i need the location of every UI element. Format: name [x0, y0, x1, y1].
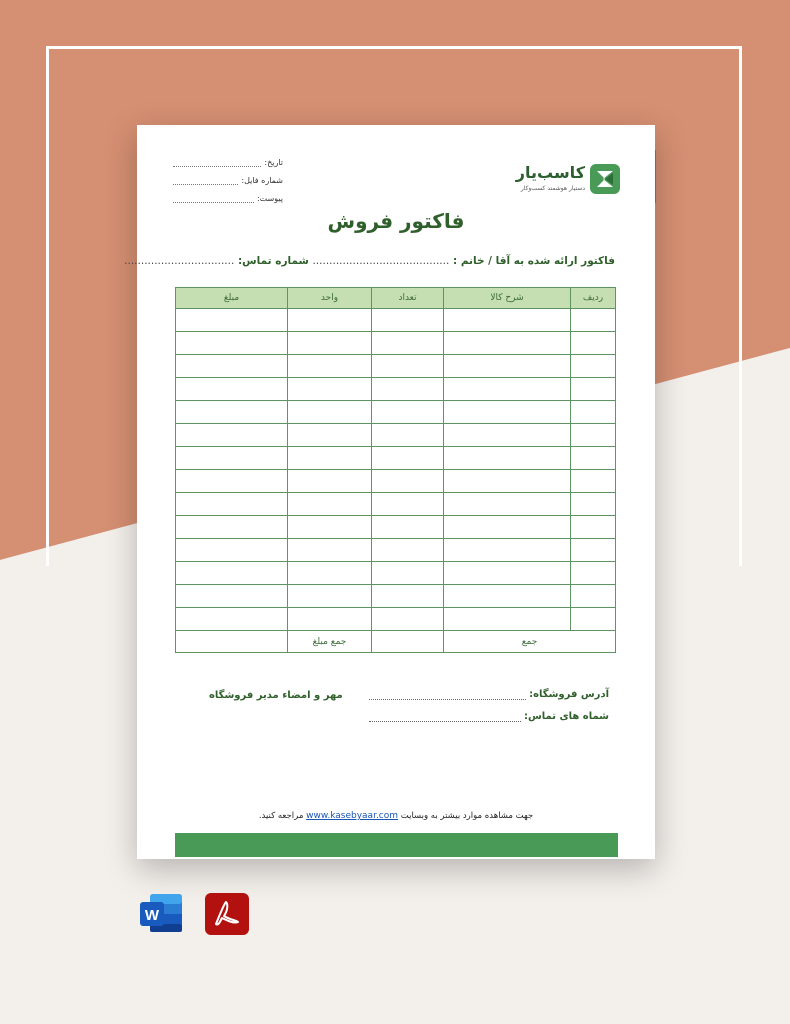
- unit-cell[interactable]: [288, 355, 372, 378]
- description-cell[interactable]: [444, 447, 571, 470]
- unit-cell[interactable]: [288, 562, 372, 585]
- store-address-label: آدرس فروشگاه:: [529, 689, 609, 700]
- unit-cell[interactable]: [288, 447, 372, 470]
- table-row: [176, 355, 616, 378]
- table-row: [176, 424, 616, 447]
- page-title: فاکتور فروش: [327, 209, 465, 233]
- date-field: [173, 153, 283, 171]
- table-row: [176, 585, 616, 608]
- unit-cell[interactable]: [288, 608, 372, 631]
- store-phones-field: [369, 700, 609, 722]
- unit-cell[interactable]: [288, 516, 372, 539]
- row-no-cell[interactable]: [571, 493, 616, 516]
- table-row: [176, 516, 616, 539]
- svg-text:W: W: [144, 907, 160, 924]
- store-phones-dots: [369, 711, 521, 722]
- table-row: [176, 309, 616, 332]
- row-no-cell[interactable]: [571, 470, 616, 493]
- amount-cell[interactable]: [176, 608, 288, 631]
- recipient-dots: .........................................: [312, 255, 450, 267]
- amount-cell[interactable]: [176, 378, 288, 401]
- quantity-cell[interactable]: [372, 493, 444, 516]
- description-cell[interactable]: [444, 516, 571, 539]
- amount-cell[interactable]: [176, 401, 288, 424]
- brand-name: کاسب‌یار: [515, 163, 585, 182]
- footer-note: [137, 811, 655, 821]
- unit-cell[interactable]: [288, 424, 372, 447]
- row-no-cell[interactable]: [571, 378, 616, 401]
- footer-prefix: جهت مشاهده موارد بیشتر به وبسایت: [400, 811, 534, 821]
- table-row: [176, 562, 616, 585]
- table-row: [176, 470, 616, 493]
- column-header-row-no: ردیف: [571, 288, 616, 309]
- table-row: [176, 378, 616, 401]
- invoice-sheet: [124, 125, 655, 859]
- row-no-cell[interactable]: [571, 424, 616, 447]
- description-cell[interactable]: [444, 378, 571, 401]
- attachment-dots: [173, 194, 254, 203]
- recipient-line: [124, 255, 615, 267]
- brand-tagline: دستیار هوشمند کسب‌وکار: [520, 185, 585, 192]
- amount-cell[interactable]: [176, 447, 288, 470]
- row-no-cell[interactable]: [571, 516, 616, 539]
- quantity-cell[interactable]: [372, 447, 444, 470]
- unit-cell[interactable]: [288, 309, 372, 332]
- column-header-amount: مبلغ: [176, 288, 288, 309]
- row-no-cell[interactable]: [571, 355, 616, 378]
- quantity-cell[interactable]: [372, 332, 444, 355]
- description-cell[interactable]: [444, 470, 571, 493]
- description-cell[interactable]: [444, 332, 571, 355]
- description-cell[interactable]: [444, 424, 571, 447]
- amount-cell[interactable]: [176, 562, 288, 585]
- quantity-cell[interactable]: [372, 378, 444, 401]
- row-no-cell[interactable]: [571, 562, 616, 585]
- row-no-cell[interactable]: [571, 332, 616, 355]
- footer-suffix: مراجعه کنید.: [258, 811, 304, 821]
- file-number-dots: [173, 176, 238, 185]
- unit-cell[interactable]: [288, 401, 372, 424]
- description-cell[interactable]: [444, 562, 571, 585]
- total-quantity-cell: [372, 631, 444, 653]
- row-no-cell[interactable]: [571, 608, 616, 631]
- unit-cell[interactable]: [288, 493, 372, 516]
- description-cell[interactable]: [444, 401, 571, 424]
- file-number-field: [173, 171, 283, 189]
- store-info: [369, 678, 609, 722]
- unit-cell[interactable]: [288, 378, 372, 401]
- total-label: جمع: [444, 631, 616, 653]
- date-label: تاریخ:: [264, 157, 283, 167]
- description-cell[interactable]: [444, 585, 571, 608]
- column-header-quantity: تعداد: [372, 288, 444, 309]
- quantity-cell[interactable]: [372, 585, 444, 608]
- description-cell[interactable]: [444, 539, 571, 562]
- kasebyaar-logo-icon: [589, 163, 621, 195]
- table-header-row: [176, 288, 616, 309]
- quantity-cell[interactable]: [372, 309, 444, 332]
- amount-cell[interactable]: [176, 516, 288, 539]
- table-row: [176, 332, 616, 355]
- signature-label: مهر و امضاء مدیر فروشگاه: [209, 690, 343, 701]
- quantity-cell[interactable]: [372, 608, 444, 631]
- total-amount-cell: [176, 631, 288, 653]
- quantity-cell[interactable]: [372, 516, 444, 539]
- description-cell[interactable]: [444, 355, 571, 378]
- table-body: [176, 309, 616, 631]
- word-icon[interactable]: [138, 890, 184, 936]
- row-no-cell[interactable]: [571, 401, 616, 424]
- quantity-cell[interactable]: [372, 355, 444, 378]
- pdf-icon[interactable]: [204, 892, 250, 936]
- unit-cell[interactable]: [288, 585, 372, 608]
- unit-cell[interactable]: [288, 539, 372, 562]
- attachment-field: [173, 189, 283, 207]
- amount-cell[interactable]: [176, 424, 288, 447]
- quantity-cell[interactable]: [372, 424, 444, 447]
- phone-label: شماره تماس:: [237, 255, 309, 267]
- amount-cell[interactable]: [176, 585, 288, 608]
- meta-fields: [173, 153, 283, 207]
- store-phones-label: شماه های تماس:: [523, 711, 609, 722]
- column-header-unit: واحد: [288, 288, 372, 309]
- row-no-cell[interactable]: [571, 309, 616, 332]
- quantity-cell[interactable]: [372, 401, 444, 424]
- column-header-description: شرح کالا: [444, 288, 571, 309]
- attachment-label: پیوست:: [256, 193, 283, 203]
- website-link[interactable]: www.kasebyaar.com: [306, 811, 399, 821]
- invoice-table: [175, 287, 616, 653]
- table-total-row: [176, 631, 616, 653]
- recipient-label: فاکتور ارائه شده به آقا / خانم :: [452, 255, 615, 267]
- table-row: [176, 447, 616, 470]
- table-row: [176, 608, 616, 631]
- description-cell[interactable]: [444, 493, 571, 516]
- phone-dots: .................................: [124, 255, 235, 267]
- unit-cell[interactable]: [288, 332, 372, 355]
- amount-cell[interactable]: [176, 493, 288, 516]
- table-row: [176, 401, 616, 424]
- amount-cell[interactable]: [176, 332, 288, 355]
- row-no-cell[interactable]: [571, 539, 616, 562]
- amount-cell[interactable]: [176, 309, 288, 332]
- quantity-cell[interactable]: [372, 470, 444, 493]
- description-cell[interactable]: [444, 309, 571, 332]
- brand-logo: [515, 163, 621, 199]
- amount-cell[interactable]: [176, 355, 288, 378]
- file-number-label: شماره فایل:: [241, 175, 283, 185]
- table-row: [176, 493, 616, 516]
- table-row: [176, 539, 616, 562]
- amount-cell[interactable]: [176, 470, 288, 493]
- total-amount-label: جمع مبلغ: [288, 631, 372, 653]
- unit-cell[interactable]: [288, 470, 372, 493]
- row-no-cell[interactable]: [571, 447, 616, 470]
- store-address-dots: [369, 689, 526, 700]
- date-dots: [173, 158, 261, 167]
- store-address-field: [369, 678, 609, 700]
- green-footer-bar: [175, 833, 618, 857]
- description-cell[interactable]: [444, 608, 571, 631]
- quantity-cell[interactable]: [372, 539, 444, 562]
- row-no-cell[interactable]: [571, 585, 616, 608]
- amount-cell[interactable]: [176, 539, 288, 562]
- quantity-cell[interactable]: [372, 562, 444, 585]
